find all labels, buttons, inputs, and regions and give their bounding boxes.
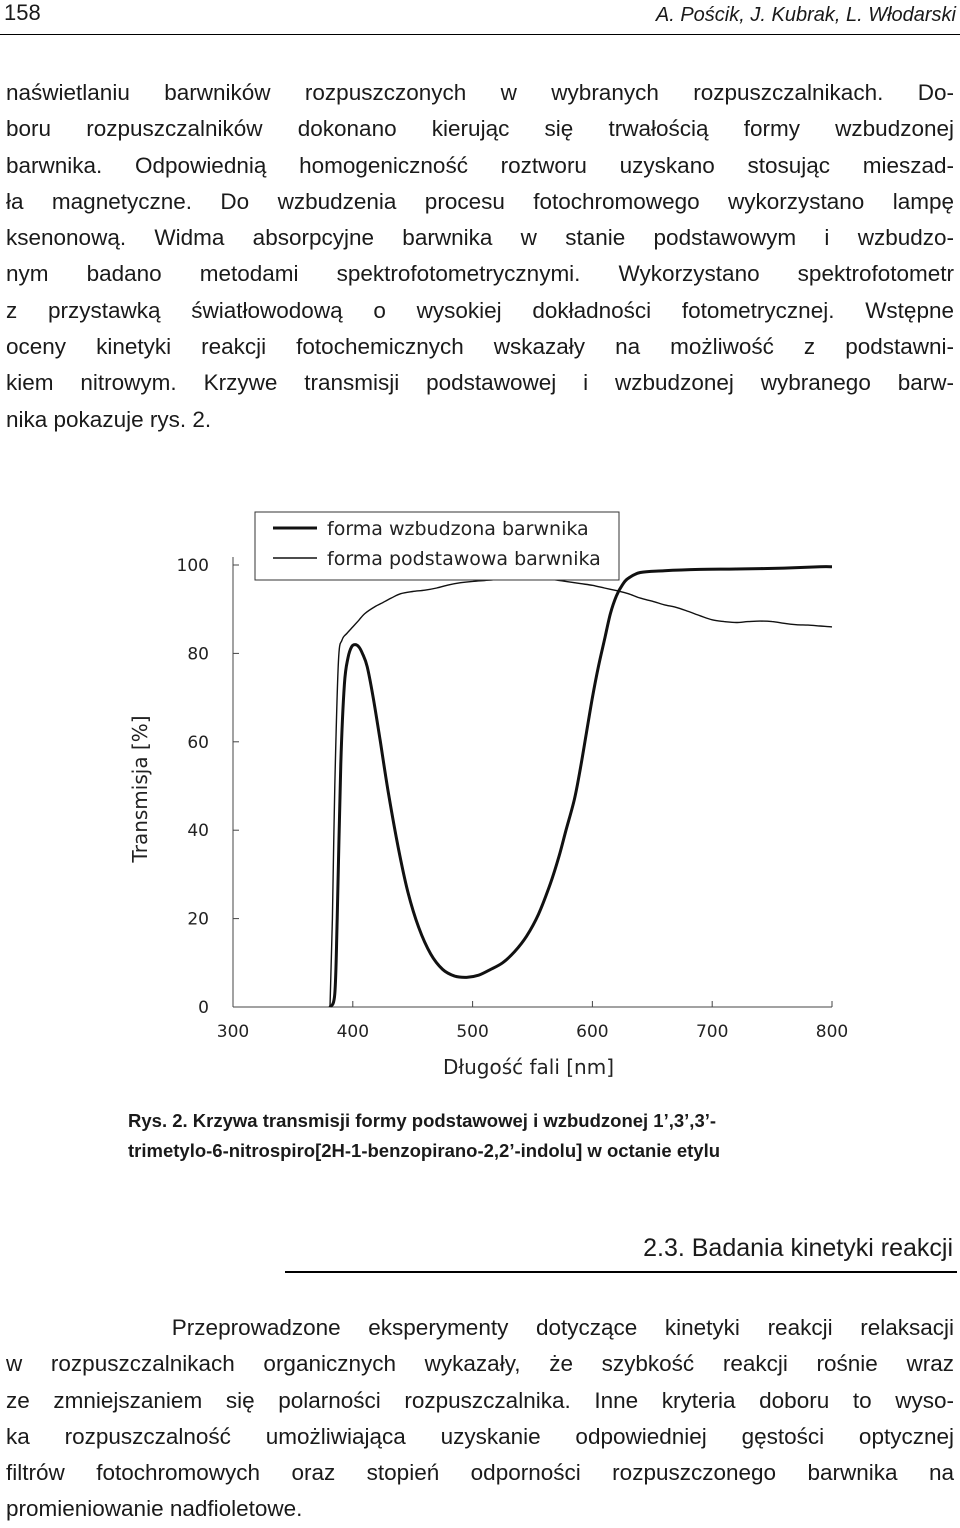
legend-label: forma wzbudzona barwnika	[327, 518, 589, 540]
text-line: ła magnetyczne. Do wzbudzenia procesu fotochromowego wykorzystano lampę	[6, 188, 954, 214]
paragraph-intro	[6, 75, 954, 438]
caption-line: trimetylo-6-nitrospiro[2H-1-benzopirano-2,2’-indolu] w octanie etylu	[128, 1140, 721, 1161]
running-header	[0, 0, 960, 35]
series-line-ground	[330, 578, 832, 1007]
x-tick-label: 800	[815, 1022, 849, 1042]
y-tick-label: 80	[187, 644, 209, 665]
text-line: ze zmniejszaniem się polarności rozpuszczalnika. Inne kryteria doboru to wyso-	[6, 1387, 954, 1413]
text-line: oceny kinetyki reakcji fotochemicznych wskazały na możliwość z podstawni-	[6, 334, 954, 360]
x-tick-label: 300	[216, 1022, 250, 1042]
x-tick-label: 500	[456, 1022, 489, 1042]
caption-line: Rys. 2. Krzywa transmisji formy podstawowej i wzbudzonej 1’,3’,3’-	[128, 1110, 717, 1131]
text-line: boru rozpuszczalników dokonano kierując się trwałością formy wzbudzonej	[6, 116, 954, 142]
text-line: kiem nitrowym. Krzywe transmisji podstawowej i wzbudzonej wybranego barw-	[6, 370, 954, 396]
text-line: naświetlaniu barwników rozpuszczonych w wybranych rozpuszczalnikach. Do-	[6, 80, 954, 105]
text-line: ksenonową. Widma absorpcyjne barwnika w stanie podstawowym i wzbudzo-	[6, 225, 954, 251]
text-line: nika pokazuje rys. 2.	[6, 406, 212, 432]
section-heading	[285, 1234, 957, 1273]
y-tick-label: 0	[198, 998, 209, 1018]
x-axis-label: Długość fali [nm]	[443, 1055, 614, 1079]
x-tick-label: 700	[695, 1022, 729, 1042]
x-tick-label: 600	[576, 1022, 609, 1042]
text-line: Przeprowadzone eksperymenty dotyczące kinetyki reakcji relaksacji	[6, 1315, 954, 1340]
section-title: 2.3. Badania kinetyki reakcji	[643, 1234, 953, 1262]
text-line: z przystawką światłowodową o wysokiej dokładności fotometrycznej. Wstępne	[6, 297, 954, 323]
x-tick-label: 400	[336, 1022, 370, 1042]
y-tick-label: 100	[176, 556, 209, 576]
y-tick-label: 20	[187, 909, 209, 930]
text-line: barwnika. Odpowiednią homogeniczność roztworu uzyskano stosując mieszad-	[6, 152, 954, 178]
text-line: ka rozpuszczalność umożliwiająca uzyskanie odpowiedniej gęstości optycznej	[6, 1423, 954, 1449]
paragraph-kinetics	[6, 1310, 954, 1528]
figure-caption	[128, 1106, 848, 1166]
text-line: filtrów fotochromowych oraz stopień odporności rozpuszczonego barwnika na	[6, 1460, 954, 1486]
legend-label: forma podstawowa barwnika	[327, 548, 601, 570]
page-number: 158	[4, 0, 41, 25]
series-line-excited	[330, 567, 832, 1007]
y-axis-label: Transmisja [%]	[128, 715, 152, 863]
y-tick-label: 60	[187, 732, 209, 753]
running-authors: A. Pościk, J. Kubrak, L. Włodarski	[655, 4, 956, 26]
transmission-chart	[120, 505, 860, 1095]
text-line: promieniowanie nadfioletowe.	[6, 1496, 303, 1522]
y-tick-label: 40	[187, 821, 209, 842]
text-line: nym badano metodami spektrofotometrycznymi. Wykorzystano spektrofotometr	[6, 261, 954, 287]
text-line: w rozpuszczalnikach organicznych wykazały, że szybkość reakcji rośnie wraz	[6, 1351, 954, 1377]
